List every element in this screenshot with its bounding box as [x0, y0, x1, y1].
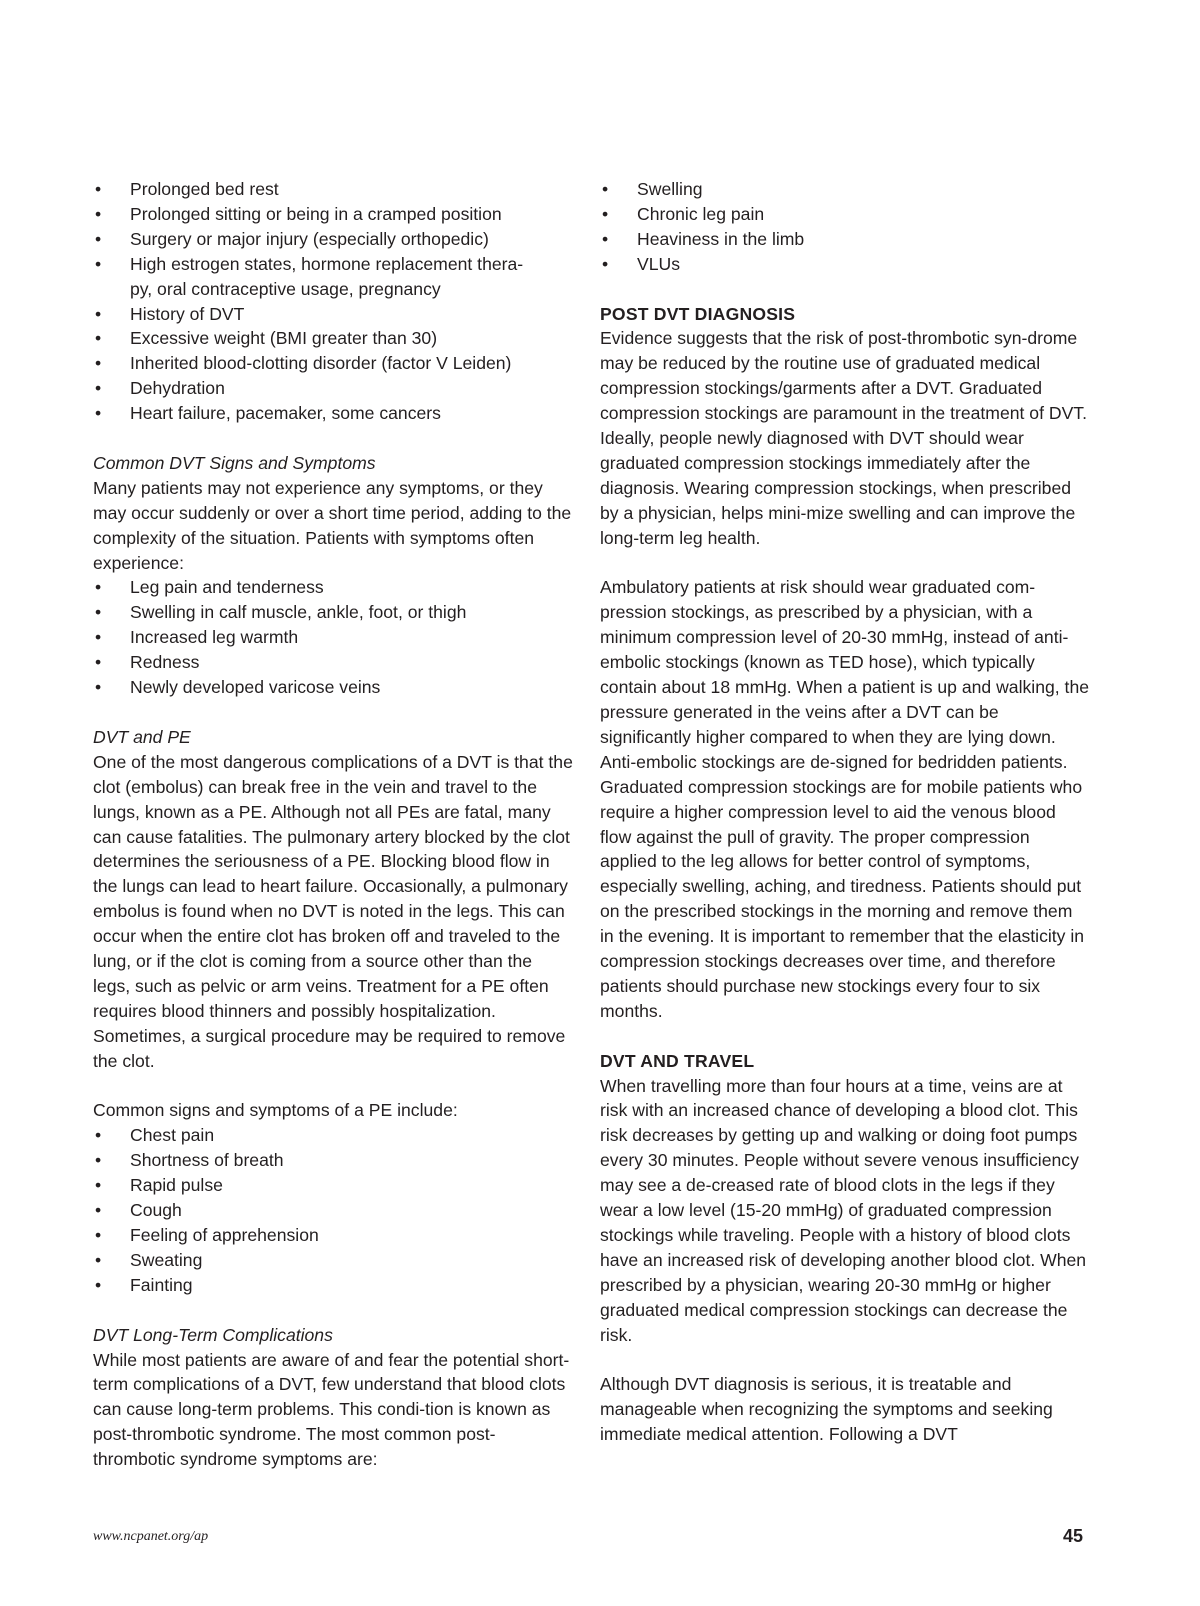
list-item: • High estrogen states, hormone replacement thera- py, oral contraceptive usage, pregnancy: [95, 253, 524, 299]
list-item: • Swelling: [602, 179, 703, 199]
list-item: • Redness: [95, 652, 200, 673]
list-item: • Surgery or major injury (especially orthopedic): [95, 228, 489, 249]
longterm-heading: DVT Long-Term Complications: [93, 1324, 333, 1345]
list-item: • Sweating: [95, 1249, 203, 1270]
list-item: • VLUs: [602, 253, 681, 274]
closing-paragraph: Although DVT diagnosis is serious, it is treatable and manageable when recognizing the symptoms and seeking immediate medical attention. Following a DVT: [600, 1374, 1053, 1445]
right-column: [600, 177, 1090, 1447]
list-item: • Heart failure, pacemaker, some cancers: [95, 403, 441, 424]
list-item: • Inherited blood-clotting disorder (factor V Leiden): [95, 353, 512, 374]
list-item: • History of DVT: [95, 303, 245, 324]
list-item: • Rapid pulse: [95, 1175, 223, 1196]
page-number: 45: [1062, 1526, 1083, 1546]
pe-signs-list: [93, 1123, 573, 1297]
longterm-paragraph: While most patients are aware of and fear the potential short-term complications of a DVT, few understand that blood clots can cause long-term problems. This condi-tion is known as post-thrombotic syndrome. The most common post-thrombotic syndrome symptoms are:: [93, 1349, 570, 1470]
signs-list: [93, 575, 573, 700]
signs-heading: Common DVT Signs and Symptoms: [93, 452, 376, 473]
footer-url: www.ncpanet.org/ap: [93, 1529, 209, 1544]
left-column: [93, 177, 573, 1472]
list-item: • Prolonged bed rest: [95, 179, 279, 199]
list-item: • Leg pain and tenderness: [95, 577, 324, 598]
list-item: • Chest pain: [95, 1125, 215, 1146]
list-item: • Excessive weight (BMI greater than 30): [95, 328, 438, 349]
list-item: • Swelling in calf muscle, ankle, foot, or thigh: [95, 602, 467, 623]
signs-paragraph: Many patients may not experience any symptoms, or they may occur suddenly or over a short time period, adding to the complexity of the situation. Patients with symptoms often experience:: [93, 477, 572, 573]
list-item: • Increased leg warmth: [95, 627, 299, 648]
list-item: • Newly developed varicose veins: [95, 677, 381, 698]
pe-signs-intro: Common signs and symptoms of a PE include:: [93, 1100, 458, 1121]
list-item: • Cough: [95, 1200, 182, 1221]
list-item: • Dehydration: [95, 378, 225, 399]
list-item: • Heaviness in the limb: [602, 228, 805, 249]
pe-paragraph: One of the most dangerous complications of a DVT is that the clot (embolus) can break free in the vein and travel to the lungs, known as a PE. Although not all PEs are fatal, many can cause fatalities. The pulmonary artery blocked by the clot determines the seriousness of a PE. Blocking blood flow in the lungs can lead to heart failure. Occasionally, a pulmonary embolus is found when no DVT is noted in the legs. This can occur when the entire clot has broken off and traveled to the lung, or if the clot is coming from a source other than the legs, such as pelvic or arm veins. Treatment for a PE often requires blood thinners and possibly hospitalization. Sometimes, a surgical procedure may be required to remove the clot.: [93, 751, 573, 1071]
travel-paragraph: When travelling more than four hours at a time, veins are at risk with an increased chance of developing a blood clot. This risk decreases by getting up and walking or doing foot pumps every 30 minutes. People without severe venous insufficiency may see a de-creased rate of blood clots in the legs if they wear a low level (15-20 mmHg) of graduated compression stockings while traveling. People with a history of blood clots have an increased risk of developing another blood clot. When prescribed by a physician, wearing 20-30 mmHg or higher graduated medical compression stockings can decrease the risk.: [600, 1075, 1087, 1345]
list-item: • Chronic leg pain: [602, 203, 765, 224]
list-item: • Feeling of apprehension: [95, 1225, 319, 1246]
post-dvt-paragraph-2: Ambulatory patients at risk should wear graduated com-pression stockings, as prescribed by a physician, with a minimum compression level of 20-30 mmHg, instead of anti-embolic stockings (known as TED hose), which typically contain about 18 mmHg. When a patient is up and walking, the pressure generated in the veins after a DVT can be significantly higher compared to when they are lying down. Anti-embolic stockings are de-signed for bedridden patients. Graduated compression stockings are for mobile patients who require a higher compression level to aid the venous blood flow against the pull of gravity. The proper compression applied to the leg allows for better control of symptoms, especially swelling, aching, and tiredness. Patients should put on the prescribed stockings in the morning and remove them in the evening. It is important to remember that the elasticity in compression stockings decreases over time, and therefore patients should purchase new stockings every four to six months.: [600, 577, 1090, 1021]
post-dvt-heading: POST DVT DIAGNOSIS: [600, 303, 796, 324]
travel-heading: DVT AND TRAVEL: [600, 1050, 755, 1071]
list-item: • Shortness of breath: [95, 1150, 284, 1171]
list-item: • Fainting: [95, 1274, 193, 1295]
pts-symptoms-list: [600, 177, 1090, 277]
risk-factors-list: [93, 177, 573, 426]
list-item: • Prolonged sitting or being in a cramped position: [95, 203, 502, 224]
post-dvt-paragraph-1: Evidence suggests that the risk of post-thrombotic syn-drome may be reduced by the routine use of graduated medical compression stockings/garments after a DVT. Graduated compression stockings are paramount in the treatment of DVT. Ideally, people newly diagnosed with DVT should wear graduated compression stockings immediately after the diagnosis. Wearing compression stockings, when prescribed by a physician, helps mini-mize swelling and can improve the long-term leg health.: [600, 328, 1087, 548]
pe-heading: DVT and PE: [93, 726, 191, 747]
